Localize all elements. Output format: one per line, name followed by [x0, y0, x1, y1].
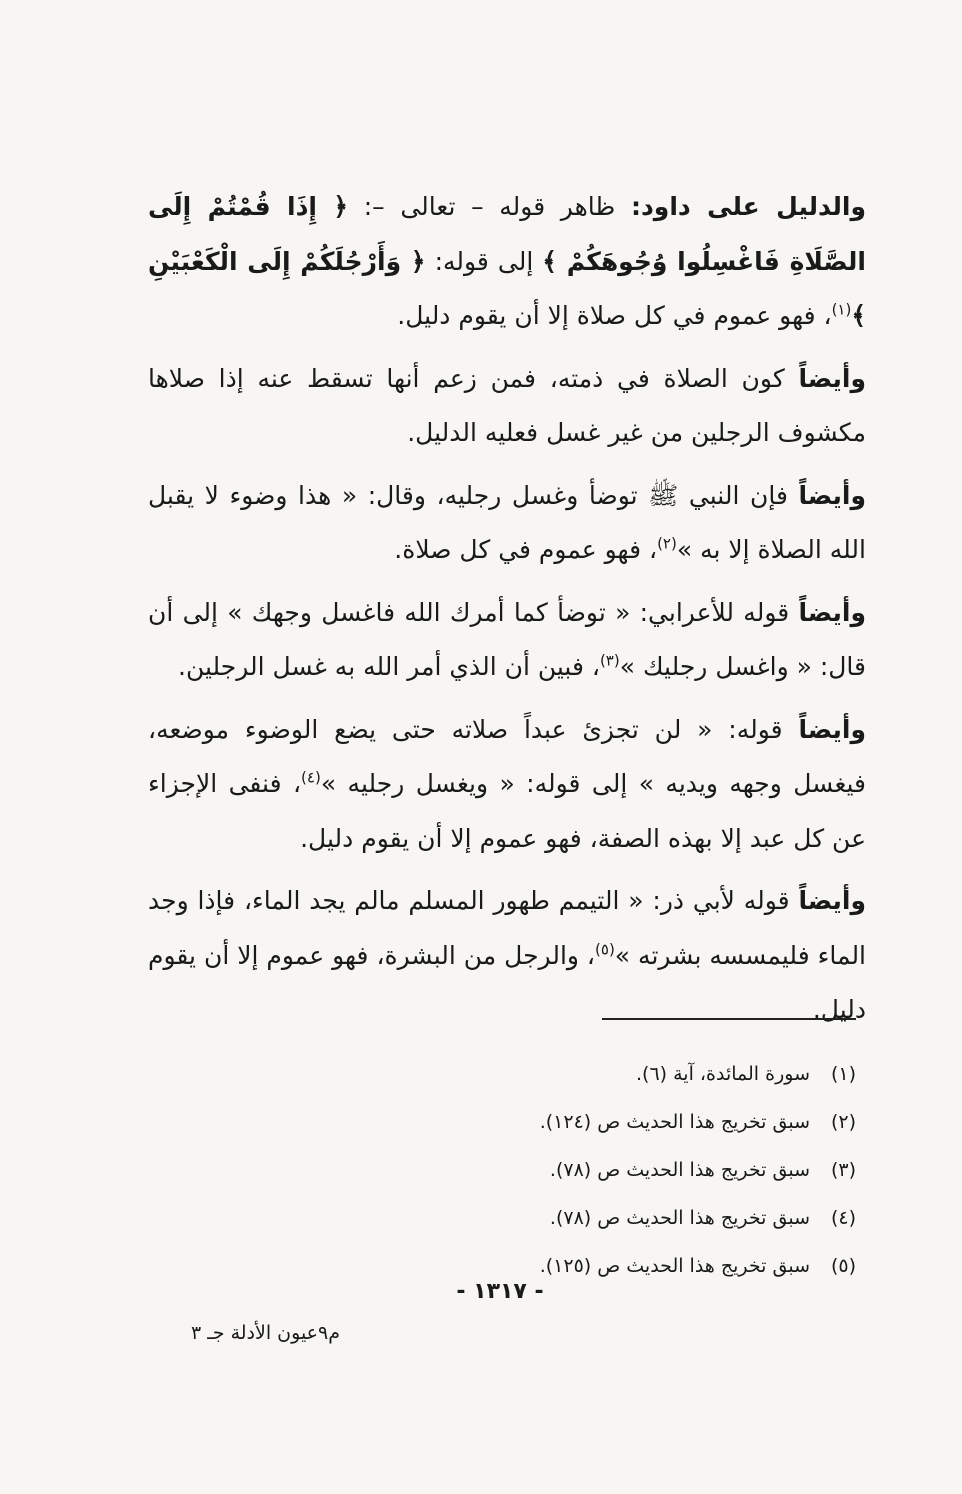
footnote-item — [300, 1146, 856, 1194]
main-text — [148, 180, 866, 1038]
footnote-divider — [602, 1018, 856, 1020]
footnote-marker: (٢) — [657, 534, 677, 553]
footnote-number: (٤) — [830, 1207, 856, 1229]
page-number: - ١٣١٧ - — [456, 1279, 544, 1304]
footnote-text: سبق تخريج هذا الحديث ص (١٢٥). — [539, 1255, 810, 1277]
paragraph-2: وأيضاً كون الصلاة في ذمته، فمن زعم أنها تسقط عنه إذا صلاها مكشوف الرجلين من غير غسل فعليه الدليل. — [148, 363, 866, 447]
footnote-marker: (٣) — [599, 651, 620, 670]
paragraph-1: والدليل على داود: ظاهر قوله – تعالى –: ﴿ إِذَا قُمْتُمْ إِلَى الصَّلَاةِ فَاغْسِلُوا وُجُوهَكُمْ ﴾ إلى قوله: ﴿ وَأَرْجُلَكُمْ إِلَى الْكَعْبَيْنِ ﴾$^{(١)}$، فهو عموم في كل صلاة إلا أن يقوم دليل. — [148, 192, 866, 330]
footnote-text: سبق تخريج هذا الحديث ص (٧٨). — [549, 1159, 810, 1181]
paragraph-lead: وأيضاً — [798, 480, 866, 510]
paragraph-lead: وأيضاً — [798, 714, 866, 744]
footnote-text: سورة المائدة، آية (٦). — [635, 1063, 810, 1085]
footnote-item — [300, 1194, 856, 1242]
paragraph-lead: وأيضاً — [798, 363, 866, 393]
footnote-text: سبق تخريج هذا الحديث ص (١٢٤). — [539, 1111, 810, 1133]
footnote-marker: (٥) — [595, 940, 615, 959]
paragraph-4: وأيضاً قوله للأعرابي: « توضأ كما أمرك الله فاغسل وجهك » إلى أن قال: « واغسل رجليك »$^{(٣)}$، فبين أن الذي أمر الله به غسل الرجلين. — [148, 597, 866, 681]
footnote-text: سبق تخريج هذا الحديث ص (٧٨). — [549, 1207, 810, 1229]
paragraph-lead: والدليل على داود: — [630, 192, 866, 221]
footnote-marker: (١) — [831, 300, 852, 319]
footnote-number: (٣) — [830, 1159, 856, 1181]
quran-verse: ﴿ إِذَا قُمْتُمْ إِلَى الصَّلَاةِ فَاغْسِلُوا وُجُوهَكُمْ ﴾ — [148, 192, 866, 276]
paragraph-6: وأيضاً قوله لأبي ذر: « التيمم طهور المسلم مالم يجد الماء، فإذا وجد الماء فليمسسه بشرته »$^{(٥)}$، والرجل من البشرة، فهو عموم إلا أن يقوم دليل. — [148, 886, 867, 1024]
footnotes — [300, 1050, 856, 1290]
running-footer: م٩عيون الأدلة جـ ٣ — [190, 1322, 340, 1344]
footnote-marker: (٤) — [301, 768, 321, 787]
footnote-item — [300, 1098, 856, 1146]
footnote-item — [300, 1050, 856, 1098]
footnote-number: (٥) — [830, 1255, 856, 1277]
footnote-number: (٢) — [830, 1111, 856, 1133]
paragraph-3: وأيضاً فإن النبي ﷺ توضأ وغسل رجليه، وقال: « هذا وضوء لا يقبل الله الصلاة إلا به »$^{(٢)}$، فهو عموم في كل صلاة. — [148, 480, 866, 564]
quran-verse: ﴿ وَأَرْجُلَكُمْ إِلَى الْكَعْبَيْنِ ﴾ — [148, 246, 866, 330]
paragraph-5: وأيضاً قوله: « لن تجزئ عبداً صلاته حتى يضع الوضوء موضعه، فيغسل وجهه ويديه » إلى قوله: « ويغسل رجليه »$^{(٤)}$، فنفى الإجزاء عن كل عبد إلا بهذه الصفة، فهو عموم إلا أن يقوم دليل. — [148, 714, 867, 853]
paragraph-lead: وأيضاً — [798, 886, 866, 915]
paragraph-lead: وأيضاً — [798, 597, 866, 627]
footnote-number: (١) — [830, 1063, 856, 1085]
